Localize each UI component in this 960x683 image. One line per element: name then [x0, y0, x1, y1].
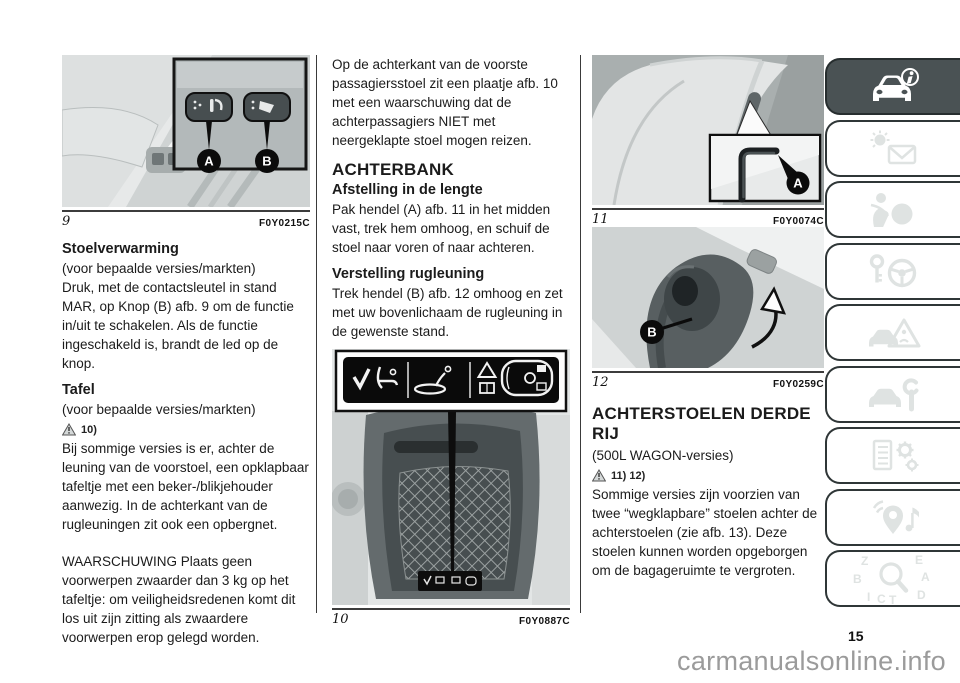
list-gears-icon — [867, 436, 921, 476]
heading-achterbank: ACHTERBANK — [332, 160, 454, 179]
figure-10-illustration — [332, 349, 570, 605]
figure-11-code: F0Y0074C — [772, 216, 824, 227]
figure-12-number: 12 — [592, 375, 609, 390]
paragraph-verstelling: Trek hendel (B) afb. 12 omhoog en zet met uw bovenlichaam de rugleuning in de gewenste stand. — [332, 286, 563, 339]
alphabetical-index-icon — [827, 550, 960, 607]
index-letter: C — [877, 592, 886, 606]
paragraph-plaatje: Op de achterkant van de voorste passagiersstoel zit een plaatje afb. 10 met een waarschuwing dat de achterpassagiers NIET met neergeklapte stoel mogen reizen. — [332, 57, 558, 148]
figure-9-number: 9 — [62, 214, 71, 229]
figure-9-label-b: B — [262, 153, 272, 169]
index-letter: Z — [861, 554, 869, 568]
sidebar-tab-introduction[interactable] — [825, 58, 960, 115]
index-letter: E — [915, 553, 924, 567]
sidebar-tab-multimedia[interactable] — [825, 489, 960, 546]
figure-10 — [332, 349, 570, 627]
figure-11-illustration — [592, 55, 824, 205]
figure-12-caption — [592, 371, 824, 390]
car-warning-triangle-icon — [867, 313, 921, 353]
column-divider-left — [316, 55, 317, 613]
figure-12-code: F0Y0259C — [772, 379, 824, 390]
index-letter: A — [921, 570, 930, 584]
note-wagon-versies: (500L WAGON-versies) — [592, 448, 734, 463]
figure-11-number: 11 — [592, 212, 609, 227]
figure-12-illustration — [592, 227, 824, 368]
heading-stoelverwarming: Stoelverwarming — [62, 241, 179, 257]
column-middle — [332, 55, 570, 627]
note-versions-1: (voor bepaalde versies/markten) — [62, 261, 256, 276]
figure-11-label-a: A — [793, 175, 803, 191]
figure-11-caption — [592, 208, 824, 227]
warning-note-refs-derde-rij — [592, 469, 824, 482]
car-info-icon — [866, 66, 922, 108]
warning-note-refs-tafel — [62, 423, 310, 436]
heading-derde-rij: ACHTERSTOELEN DERDE RIJ — [592, 404, 811, 443]
sidebar-tab-safety[interactable] — [825, 181, 960, 238]
figure-11 — [592, 55, 824, 227]
figure-9-illustration — [62, 55, 310, 207]
watermark: carmanualsonline.info — [677, 646, 946, 676]
index-letter: I — [867, 590, 871, 604]
warning-triangle-icon — [592, 469, 606, 482]
paragraph-stoelverwarming: Druk, met de contactsleutel in stand MAR, op Knop (B) afb. 9 om de functie in/uit te schakelen. Als de functie ingeschakeld is, brandt de led op de knop. — [62, 280, 294, 371]
sidebar-tab-starting-driving[interactable] — [825, 243, 960, 300]
figure-10-code: F0Y0887C — [518, 616, 570, 627]
column-divider-right — [580, 55, 581, 613]
airbag-icon — [867, 190, 921, 230]
paragraph-afstelling: Pak hendel (A) afb. 11 in het midden vast, trek hem omhoog, en schuif de stoel naar voren of naar achteren. — [332, 202, 551, 255]
paragraph-derde-rij: Sommige versies zijn voorzien van twee “wegklapbare” stoelen achter de achterstoelen (zie afb. 13). Deze stoelen kunnen worden opgeborgen om de bagageruimte te vergroten. — [592, 487, 818, 578]
warning-ref-numbers: 11) 12) — [611, 469, 646, 482]
subheading-afstelling: Afstelling in de lengte — [332, 182, 483, 198]
page-number: 15 — [848, 628, 864, 644]
figure-9 — [62, 55, 310, 229]
subheading-verstelling: Verstelling rugleuning — [332, 266, 485, 282]
figure-9-label-a: A — [204, 153, 214, 169]
index-letter: B — [853, 572, 862, 586]
warning-triangle-icon — [62, 423, 76, 436]
heading-tafel: Tafel — [62, 382, 95, 398]
paragraph-tafel: Bij sommige versies is er, achter de leuning van de voorstoel, een opklapbaar tafeltje met een beker-/blikjehouder aanwezig. In de achterkant van de rugleuningen zit ook een opbergnet. — [62, 441, 309, 532]
figure-10-caption — [332, 608, 570, 627]
paragraph-waarschuwing: WAARSCHUWING Plaats geen voorwerpen zwaarder dan 3 kg op het tafeltje: om veiligheidsredenen komt dit los uit zijn zitting als zwaardere voorwerpen erop gelegd worden. — [62, 554, 296, 645]
warning-ref-numbers: 10) — [81, 423, 97, 436]
figure-9-caption — [62, 210, 310, 229]
figure-12-label-b: B — [647, 324, 657, 340]
column-right — [592, 55, 824, 580]
note-versions-2: (voor bepaalde versies/markten) — [62, 402, 256, 417]
sidebar-tab-maintenance[interactable] — [825, 366, 960, 423]
figure-10-number: 10 — [332, 612, 349, 627]
warning-light-message-icon — [867, 129, 921, 169]
key-steering-icon — [867, 252, 921, 292]
sidebar-tab-dashboard[interactable] — [825, 120, 960, 177]
sidebar-tab-technical-data[interactable] — [825, 427, 960, 484]
figure-9-code: F0Y0215C — [258, 218, 310, 229]
media-navigation-icon — [867, 498, 921, 538]
sidebar-tab-index[interactable] — [825, 550, 960, 607]
index-letter: T — [889, 593, 897, 607]
column-left — [62, 55, 310, 647]
index-letter: D — [917, 588, 926, 602]
figure-12 — [592, 227, 824, 390]
sidebar-tab-emergency[interactable] — [825, 304, 960, 361]
car-wrench-icon — [867, 375, 921, 415]
